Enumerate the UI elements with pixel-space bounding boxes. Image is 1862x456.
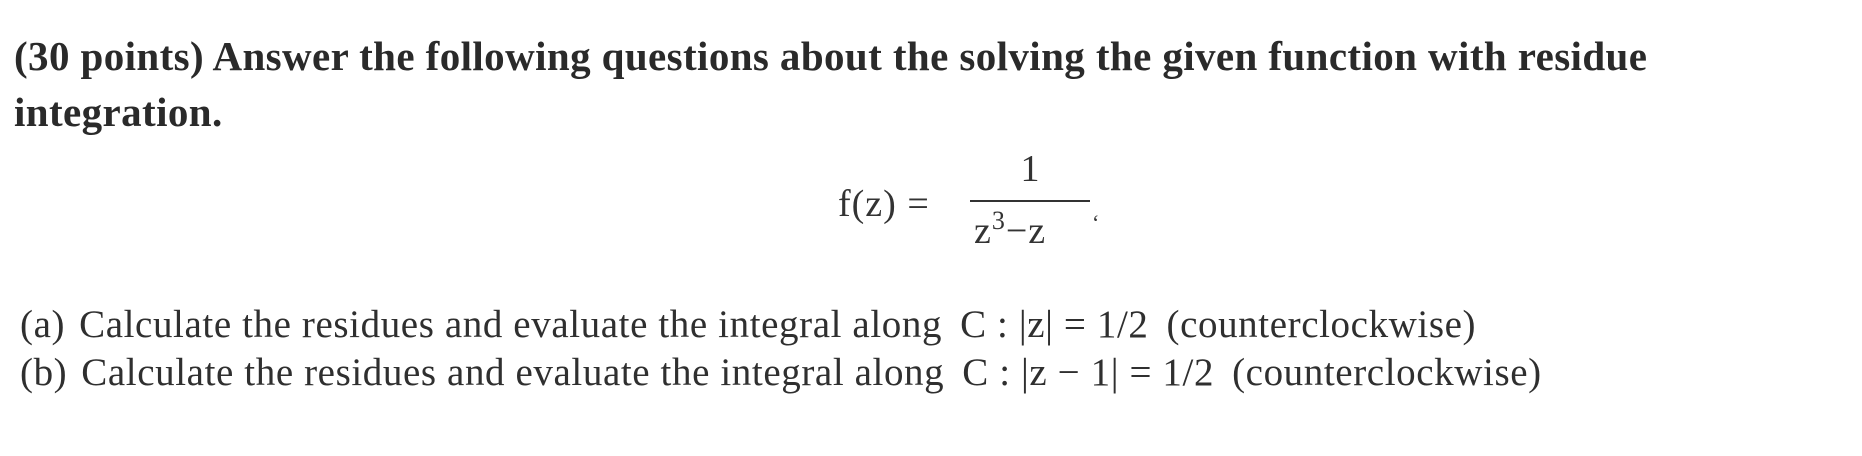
question-b-condition: C : |z − 1| = 1/2 bbox=[962, 351, 1215, 394]
question-b bbox=[20, 348, 1542, 398]
problem-statement: Answer the following questions about the solving the given function with residue integration. bbox=[14, 33, 1648, 135]
formula-denominator bbox=[974, 206, 1046, 253]
denominator-exponent: 3 bbox=[991, 206, 1006, 235]
problem-header bbox=[14, 28, 1844, 140]
formula-fraction bbox=[970, 142, 1090, 252]
question-a-tag: (a) bbox=[20, 303, 66, 346]
denominator-rest: −z bbox=[1005, 210, 1047, 252]
question-b-direction: (counterclockwise) bbox=[1232, 351, 1542, 394]
fraction-bar bbox=[970, 200, 1090, 202]
points-label: (30 points) bbox=[14, 33, 205, 79]
denominator-base: z bbox=[974, 210, 992, 252]
formula-numerator: 1 bbox=[1020, 148, 1040, 190]
formula-tail-mark: ‘ bbox=[1092, 210, 1100, 235]
question-a-condition: C : |z| = 1/2 bbox=[960, 303, 1149, 346]
question-a-direction: (counterclockwise) bbox=[1166, 303, 1477, 346]
question-b-tag: (b) bbox=[20, 351, 68, 394]
function-formula bbox=[838, 142, 1158, 252]
formula-lhs: f(z) = bbox=[838, 183, 930, 225]
question-a bbox=[20, 300, 1476, 350]
question-a-text: Calculate the residues and evaluate the integral along bbox=[79, 303, 943, 346]
question-b-text: Calculate the residues and evaluate the integral along bbox=[81, 351, 945, 394]
